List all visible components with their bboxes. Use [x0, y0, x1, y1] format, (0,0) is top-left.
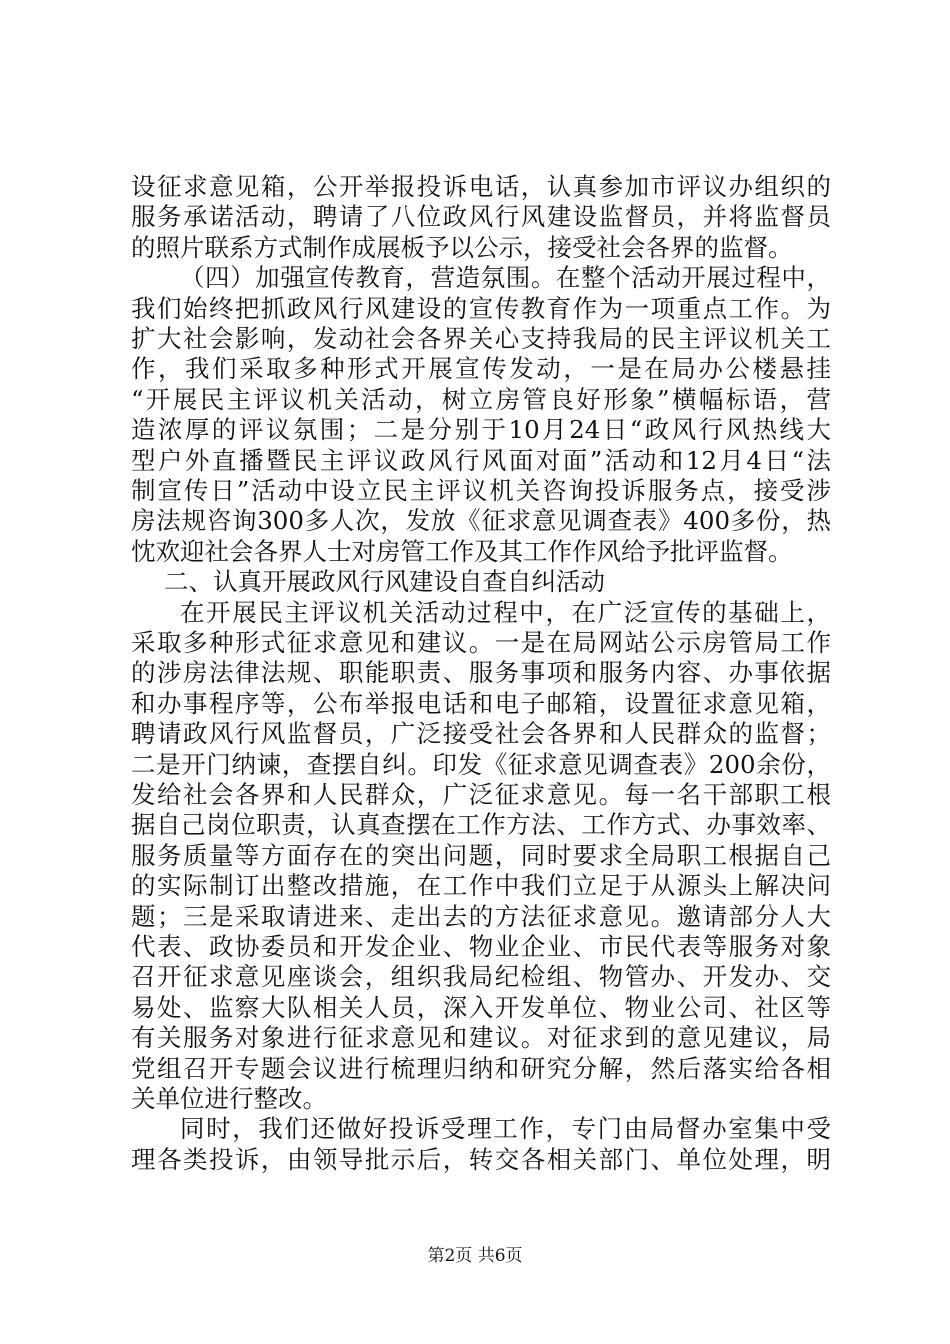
text-line: 忱欢迎社会各界人士对房管工作及其工作作风给予批评监督。: [131, 536, 793, 566]
text-line: 理各类投诉，由领导批示后，转交各相关部门、单位处理，明: [131, 1144, 831, 1174]
page-footer: 第2页 共6页: [427, 1246, 523, 1266]
text-line: 服务承诺活动，聘请了八位政风行风建设监督员，并将监督员: [131, 202, 831, 232]
text-line: （四）加强宣传教育，营造氛围。在整个活动开展过程中，: [180, 263, 831, 293]
text-line: 扩大社会影响，发动社会各界关心支持我局的民主评议机关工: [131, 324, 831, 353]
text-line: 关单位进行整改。: [131, 1084, 327, 1113]
text-line: 的照片联系方式制作成展板予以公示，接受社会各界的监督。: [131, 232, 793, 262]
text-line: 制宣传日”活动中设立民主评议机关咨询投诉服务点，接受涉: [131, 476, 831, 505]
text-line: 设征求意见箱，公开举报投诉电话，认真参加市评议办组织的: [131, 172, 831, 201]
text-line: 二是开门纳谏，查摆自纠。印发《征求意见调查表》200余份，: [131, 749, 831, 779]
text-line: 党组召开专题会议进行梳理归纳和研究分解，然后落实给各相: [131, 1053, 831, 1083]
text-line: 采取多种形式征求意见和建议。一是在局网站公示房管局工作: [131, 628, 831, 657]
text-line: 同时，我们还做好投诉受理工作，专门由局督办室集中受: [180, 1114, 831, 1144]
text-line: 和办事程序等，公布举报电话和电子邮箱，设置征求意见箱，: [131, 688, 831, 718]
text-line: 有关服务对象进行征求意见和建议。对征求到的意见建议，局: [131, 1023, 831, 1053]
text-line: “开展民主评议机关活动，树立房管良好形象”横幅标语，营: [131, 384, 831, 414]
text-line: 作，我们采取多种形式开展宣传发动，一是在局办公楼悬挂: [131, 354, 831, 384]
text-line: 据自己岗位职责，认真查摆在工作方法、工作方式、办事效率、: [131, 810, 831, 840]
text-line: 召开征求意见座谈会，组织我局纪检组、物管办、开发办、交: [131, 962, 831, 992]
text-line: 聘请政风行风监督员，广泛接受社会各界和人民群众的监督；: [131, 719, 831, 749]
text-line: 代表、政协委员和开发企业、物业企业、市民代表等服务对象: [131, 932, 831, 961]
text-line: 造浓厚的评议氛围；二是分别于10月24日“政风行风热线大: [131, 415, 831, 445]
text-line: 易处、监察大队相关人员，深入开发单位、物业公司、社区等: [131, 992, 831, 1022]
text-line: 服务质量等方面存在的突出问题，同时要求全局职工根据自己: [131, 840, 831, 870]
text-line: 型户外直播暨民主评议政风行风面对面”活动和12月4日“法: [131, 445, 831, 475]
section-heading: 二、认真开展政风行风建设自查自纠活动: [164, 567, 605, 597]
text-line: 房法规咨询300多人次，发放《征求意见调查表》400多份，热: [131, 506, 831, 536]
text-line: 的涉房法律法规、职能职责、服务事项和服务内容、办事依据: [131, 658, 831, 688]
text-line: 题；三是采取请进来、走出去的方法征求意见。邀请部分人大: [131, 901, 831, 931]
text-line: 的实际制订出整改措施，在工作中我们立足于从源头上解决问: [131, 871, 831, 901]
text-line: 我们始终把抓政风行风建设的宣传教育作为一项重点工作。为: [131, 293, 831, 323]
text-line: 在开展民主评议机关活动过程中，在广泛宣传的基础上，: [180, 597, 831, 627]
text-line: 发给社会各界和人民群众，广泛征求意见。每一名干部职工根: [131, 780, 831, 809]
